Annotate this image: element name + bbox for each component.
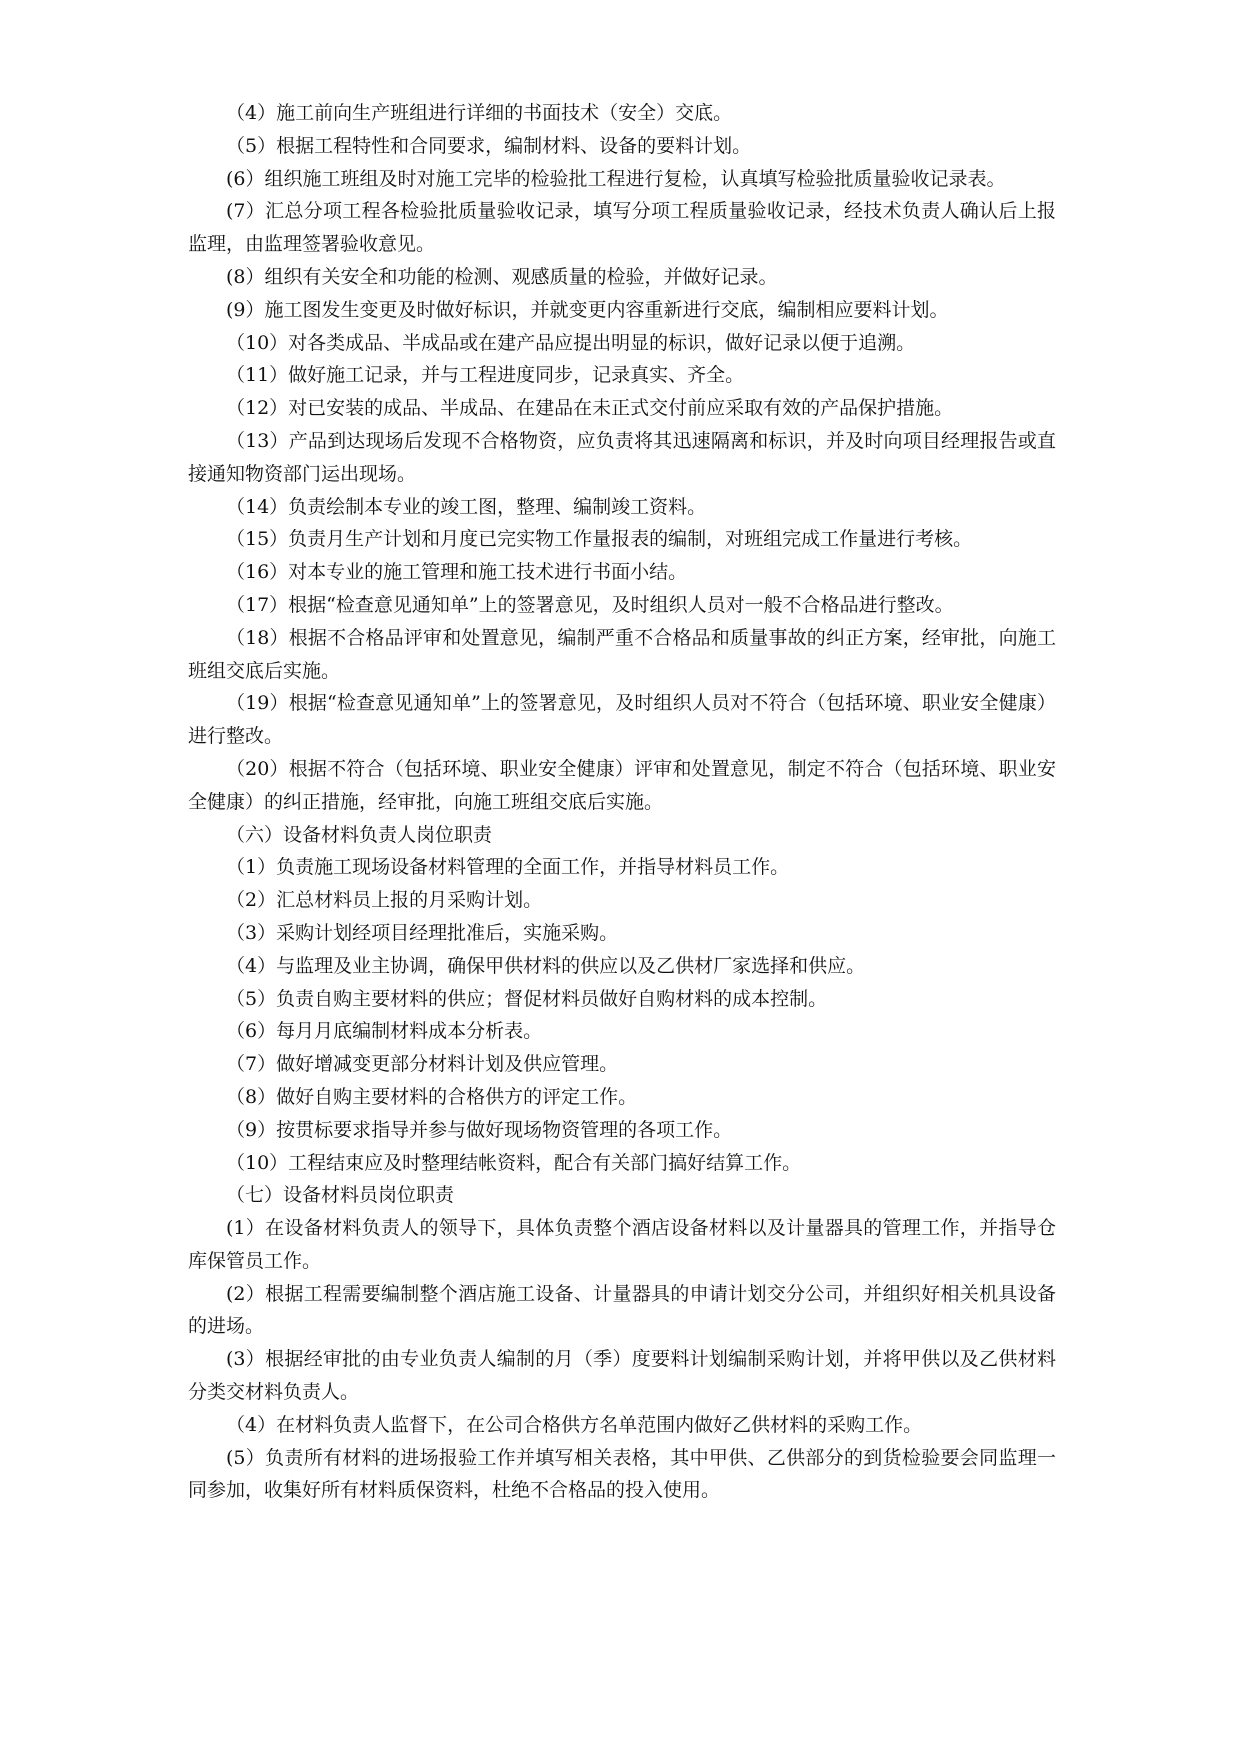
- paragraph: （1）负责施工现场设备材料管理的全面工作，并指导材料员工作。: [226, 856, 790, 879]
- paragraph: （3）采购计划经项目经理批准后，实施采购。: [226, 921, 619, 944]
- document-body: [188, 97, 1056, 1507]
- paragraph: （14）负责绘制本专业的竣工图，整理、编制竣工资料。: [226, 495, 707, 518]
- paragraph: （5）负责自购主要材料的供应；督促材料员做好自购材料的成本控制。: [226, 987, 828, 1010]
- paragraph: （12）对已安装的成品、半成品、在建品在未正式交付前应采取有效的产品保护措施。: [226, 397, 954, 420]
- paragraph: （11）做好施工记录，并与工程进度同步，记录真实、齐全。: [226, 364, 745, 387]
- section-heading: （七）设备材料员岗位职责: [226, 1184, 455, 1207]
- paragraph: （2）汇总材料员上报的月采购计划。: [226, 889, 543, 912]
- section-heading: （六）设备材料负责人岗位职责: [226, 823, 493, 846]
- paragraph: （18）根据不合格品评审和处置意见，编制严重不合格品和质量事故的纠正方案，经审批，向施工班组交底后实施。: [188, 626, 1056, 682]
- paragraph: (5）负责所有材料的进场报验工作并填写相关表格，其中甲供、乙供部分的到货检验要会同监理一同参加，收集好所有材料质保资料，杜绝不合格品的投入使用。: [188, 1446, 1056, 1502]
- paragraph: （9）按贯标要求指导并参与做好现场物资管理的各项工作。: [226, 1118, 733, 1141]
- paragraph: （13）产品到达现场后发现不合格物资，应负责将其迅速隔离和标识，并及时向项目经理报告或直接通知物资部门运出现场。: [188, 429, 1056, 485]
- paragraph: （17）根据“检查意见通知单”上的签署意见，及时组织人员对一般不合格品进行整改。: [226, 593, 954, 616]
- paragraph: (9）施工图发生变更及时做好标识，并就变更内容重新进行交底，编制相应要料计划。: [226, 298, 949, 321]
- paragraph: （10）对各类成品、半成品或在建产品应提出明显的标识，做好记录以便于追溯。: [226, 331, 916, 354]
- paragraph: (3）根据经审批的由专业负责人编制的月（季）度要料计划编制采购计划，并将甲供以及乙供材料分类交材料负责人。: [188, 1348, 1056, 1404]
- paragraph: （5）根据工程特性和合同要求，编制材料、设备的要料计划。: [226, 134, 752, 157]
- paragraph: （7）做好增减变更部分材料计划及供应管理。: [226, 1053, 619, 1076]
- paragraph: (8）组织有关安全和功能的检测、观感质量的检验，并做好记录。: [226, 265, 778, 288]
- paragraph: (1）在设备材料负责人的领导下，具体负责整个酒店设备材料以及计量器具的管理工作，并指导仓库保管员工作。: [188, 1217, 1056, 1272]
- paragraph: （20）根据不符合（包括环境、职业安全健康）评审和处置意见，制定不符合（包括环境、职业安全健康）的纠正措施，经审批，向施工班组交底后实施。: [188, 757, 1056, 813]
- paragraph: （6）每月月底编制材料成本分析表。: [226, 1020, 543, 1043]
- paragraph: （16）对本专业的施工管理和施工技术进行书面小结。: [226, 561, 688, 584]
- paragraph: (6）组织施工班组及时对施工完毕的检验批工程进行复检，认真填写检验批质量验收记录表。: [226, 167, 1006, 190]
- paragraph: （15）负责月生产计划和月度已完实物工作量报表的编制，对班组完成工作量进行考核。: [226, 528, 973, 551]
- paragraph: （4）在材料负责人监督下，在公司合格供方名单范围内做好乙供材料的采购工作。: [226, 1413, 923, 1436]
- paragraph: （10）工程结束应及时整理结帐资料，配合有关部门搞好结算工作。: [226, 1151, 802, 1174]
- paragraph: (7）汇总分项工程各检验批质量验收记录，填写分项工程质量验收记录，经技术负责人确认后上报监理，由监理签署验收意见。: [188, 200, 1056, 256]
- paragraph: （19）根据“检查意见通知单”上的签署意见，及时组织人员对不符合（包括环境、职业安全健康）进行整改。: [188, 692, 1056, 748]
- paragraph: （8）做好自购主要材料的合格供方的评定工作。: [226, 1085, 638, 1108]
- paragraph: （4）与监理及业主协调，确保甲供材料的供应以及乙供材厂家选择和供应。: [226, 954, 866, 977]
- paragraph: (2）根据工程需要编制整个酒店施工设备、计量器具的申请计划交分公司，并组织好相关机具设备的进场。: [188, 1282, 1056, 1338]
- paragraph: （4）施工前向生产班组进行详细的书面技术（安全）交底。: [226, 102, 733, 124]
